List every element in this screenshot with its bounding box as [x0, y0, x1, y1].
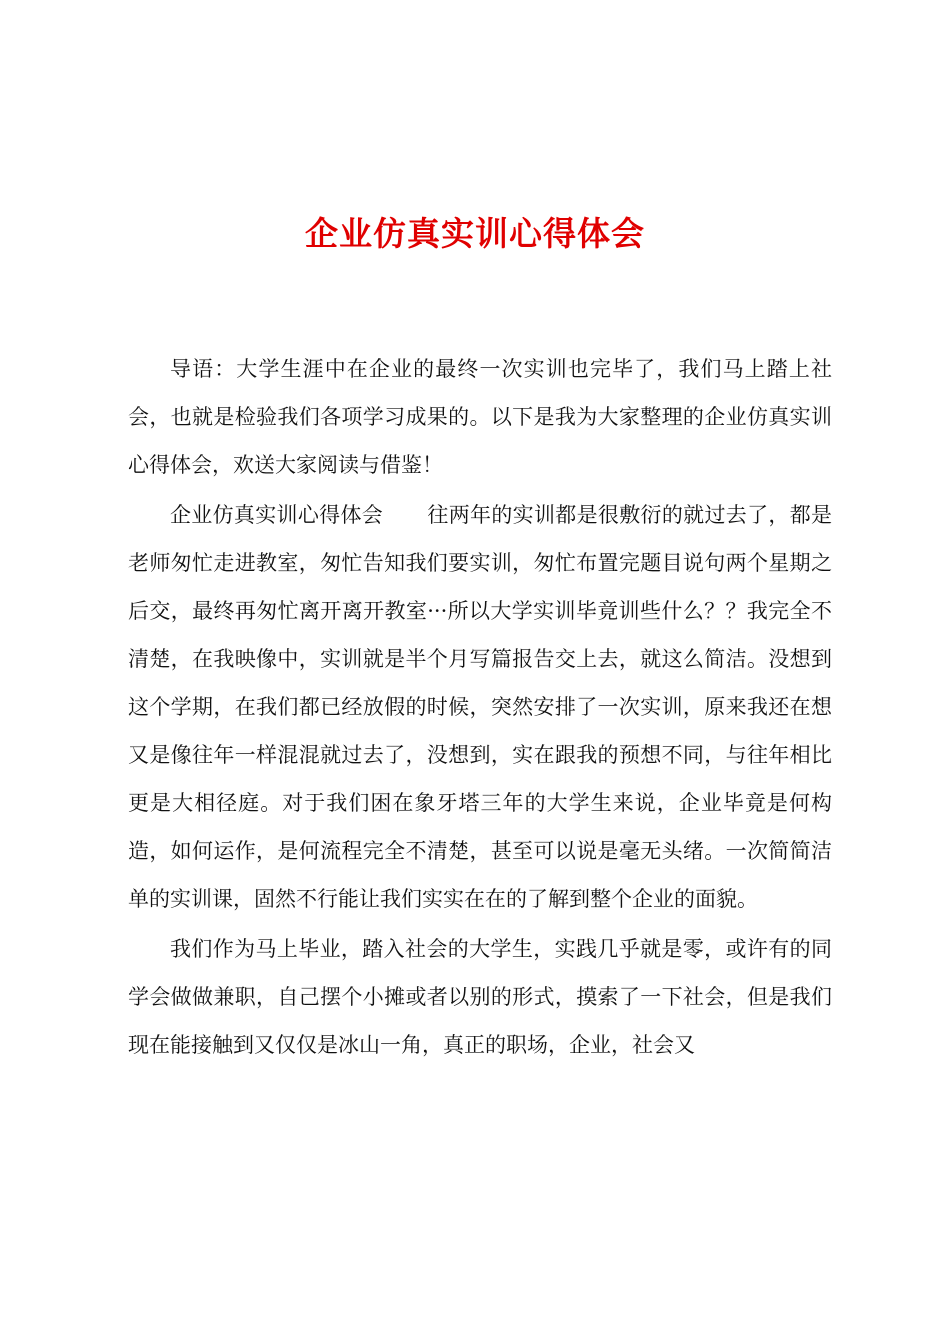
- paragraph-intro: [128, 345, 832, 489]
- paragraph-intro-text: 导语：大学生涯中在企业的最终一次实训也完毕了，我们马上踏上社会，也就是检验我们各项学习成果的。以下是我为大家整理的企业仿真实训心得体会，欢送大家阅读与借鉴！: [128, 357, 832, 477]
- paragraph-main-heading: 企业仿真实训心得体会: [170, 503, 384, 527]
- paragraph-main: [128, 491, 832, 923]
- document-body: [128, 345, 832, 1069]
- paragraph-continuation: [128, 925, 832, 1069]
- document-title: 企业仿真实训心得体会: [305, 214, 645, 253]
- paragraph-main-text: 往两年的实训都是很敷衍的就过去了，都是老师匆忙走进教室，匆忙告知我们要实训，匆忙布置完题目说句两个星期之后交，最终再匆忙离开离开教室···所以大学实训毕竟训些什么？？我完全不清楚，在我映像中，实训就是半个月写篇报告交上去，就这么简洁。没想到这个学期，在我们都已经放假的时候，突然安排了一次实训，原来我还在想又是像往年一样混混就过去了，没想到，实在跟我的预想不同，与往年相比更是大相径庭。对于我们困在象牙塔三年的大学生来说，企业毕竟是何构造，如何运作，是何流程完全不清楚，甚至可以说是毫无头绪。一次简简洁单的实训课，固然不行能让我们实实在在的了解到整个企业的面貌。: [128, 503, 833, 911]
- paragraph-continuation-text: 我们作为马上毕业，踏入社会的大学生，实践几乎就是零，或许有的同学会做做兼职，自己摆个小摊或者以别的形式，摸索了一下社会，但是我们现在能接触到又仅仅是冰山一角，真正的职场，企业，社会又: [128, 937, 832, 1057]
